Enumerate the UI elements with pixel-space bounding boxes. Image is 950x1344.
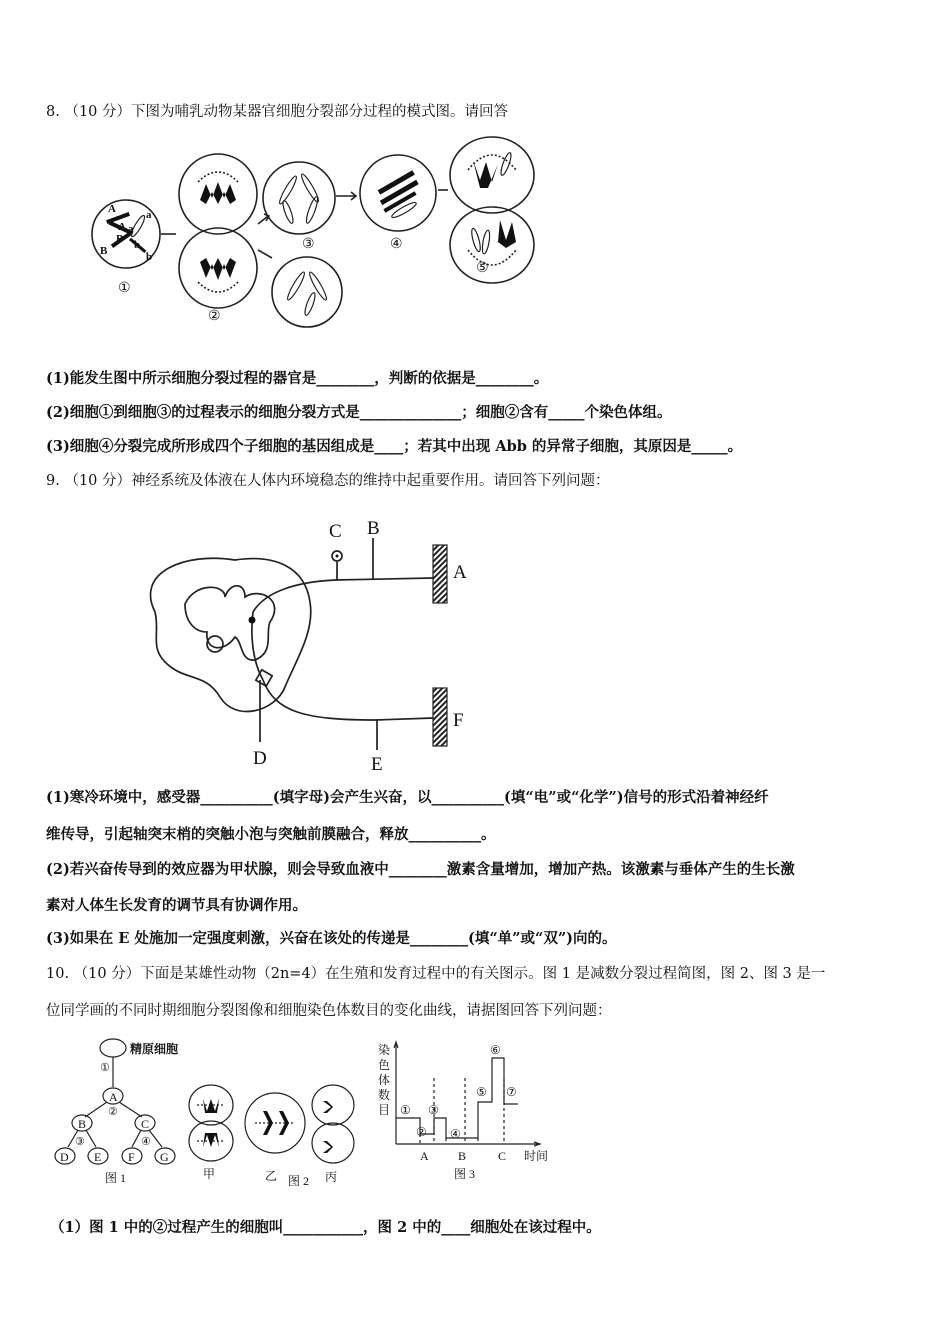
gene-label: a	[146, 209, 152, 221]
cell-label-2: ②	[208, 309, 221, 324]
q10-stem-a: 10. （10 分）下面是某雄性动物（2n=4）在生殖和发育过程中的有关图示。图 1 是减数分裂过程简图，图 2、图 3 是一	[46, 966, 826, 982]
fig3-mark-1: ①	[400, 1103, 411, 1117]
gene-label: A	[118, 221, 126, 233]
q9-sub3: (3)如果在 E 处施加一定强度刺激，兴奋在该处的传递是________(填“单”或“双”)向的。	[46, 930, 617, 947]
fig3-mark-3: ③	[428, 1103, 439, 1117]
q10-fig1-meiosis-tree	[50, 1035, 185, 1190]
cell-label-3: ③	[302, 237, 315, 252]
fig3-tick-B: B	[458, 1149, 467, 1163]
fig3-tick-C: C	[498, 1149, 507, 1163]
gene-label: a	[128, 223, 134, 235]
q8-sub2: (2)细胞①到细胞③的过程表示的细胞分裂方式是______________；细胞②含有_____个染色体组。	[46, 404, 672, 421]
fig3-mark-7: ⑦	[506, 1085, 517, 1099]
gene-label: b	[134, 239, 141, 251]
q9-sub2b: 素对人体生长发育的调节具有协调作用。	[46, 897, 307, 914]
fig1-E: E	[94, 1150, 102, 1164]
fig1-step-1: ①	[100, 1062, 110, 1074]
q9-reflex-arc-figure	[125, 512, 485, 777]
q9-sub2a: (2)若兴奋传导到的效应器为甲状腺，则会导致血液中________激素含量增加，增加产热。该激素与垂体产生的生长激	[46, 861, 795, 878]
fig3-ylabel-char: 染	[378, 1043, 391, 1057]
fig1-B: B	[78, 1117, 87, 1131]
fig1-step-2: ②	[108, 1106, 118, 1118]
fig2-jia: 甲	[203, 1167, 216, 1181]
fig3-xlabel: 时间	[524, 1149, 549, 1163]
gene-label: B	[100, 245, 108, 257]
fig1-C: C	[141, 1117, 150, 1131]
label-D: D	[253, 748, 267, 769]
fig3-mark-6: ⑥	[490, 1043, 501, 1057]
cell-label-1: ①	[118, 281, 131, 296]
q8-sub1: (1)能发生图中所示细胞分裂过程的器官是________，判断的依据是________。	[46, 370, 549, 387]
fig3-mark-2: ②	[416, 1125, 427, 1139]
label-A: A	[453, 562, 467, 583]
fig1-top-label: 精原细胞	[130, 1042, 179, 1056]
gene-label: A	[108, 203, 116, 215]
fig1-step-4: ④	[141, 1136, 151, 1148]
fig3-mark-4: ④	[450, 1127, 461, 1141]
fig3-tick-A: A	[420, 1149, 429, 1163]
fig3-ylabel-char: 数	[378, 1088, 391, 1102]
q9-stem: 9. （10 分）神经系统及体液在人体内环境稳态的维持中起重要作用。请回答下列问题：	[46, 473, 610, 489]
cell-label-5: ⑤	[476, 261, 489, 276]
q9-sub1a: (1)寒冷环境中，感受器__________(填字母)会产生兴奋，以__________(填“电”或“化学”)信号的形式沿着神经纤	[46, 789, 769, 806]
fig1-G: G	[160, 1150, 169, 1164]
label-F: F	[453, 710, 464, 731]
q10-fig2-cell-images	[183, 1075, 358, 1190]
fig2-bing: 丙	[325, 1170, 338, 1184]
gene-label: b	[146, 251, 153, 263]
cell-label-4: ④	[390, 237, 403, 252]
fig3-mark-5: ⑤	[476, 1085, 487, 1099]
fig3-ylabel-char: 色	[378, 1058, 391, 1072]
label-E: E	[371, 754, 383, 775]
fig3-ylabel-char: 体	[378, 1073, 391, 1087]
fig2-caption: 图 2	[288, 1174, 310, 1188]
fig1-caption: 图 1	[105, 1171, 127, 1185]
fig1-step-3: ③	[75, 1136, 85, 1148]
fig3-ylabel-char: 目	[378, 1103, 391, 1117]
q8-stem: 8. （10 分）下图为哺乳动物某器官细胞分裂部分过程的模式图。请回答	[46, 104, 509, 120]
label-B: B	[367, 518, 380, 539]
q10-sub1: （1）图 1 中的②过程产生的细胞叫___________，图 2 中的____细胞处在该过程中。	[50, 1219, 601, 1236]
fig1-A: A	[109, 1090, 118, 1104]
fig1-F: F	[128, 1150, 135, 1164]
fig3-caption: 图 3	[454, 1167, 476, 1181]
fig1-D: D	[60, 1150, 69, 1164]
q10-fig3-chromosome-curve	[370, 1038, 560, 1186]
q8-cell-division-figure	[88, 130, 548, 330]
label-C: C	[329, 521, 342, 542]
fig2-yi: 乙	[265, 1169, 278, 1183]
q10-stem-b: 位同学画的不同时期细胞分裂图像和细胞染色体数目的变化曲线，请据图回答下列问题：	[46, 1003, 612, 1019]
q8-sub3: (3)细胞④分裂完成所形成四个子细胞的基因组成是____；若其中出现 Abb 的异常子细胞，其原因是_____。	[46, 438, 743, 455]
q9-sub1b: 维传导，引起轴突末梢的突触小泡与突触前膜融合，释放__________。	[46, 826, 496, 843]
gene-label: B	[116, 233, 124, 245]
